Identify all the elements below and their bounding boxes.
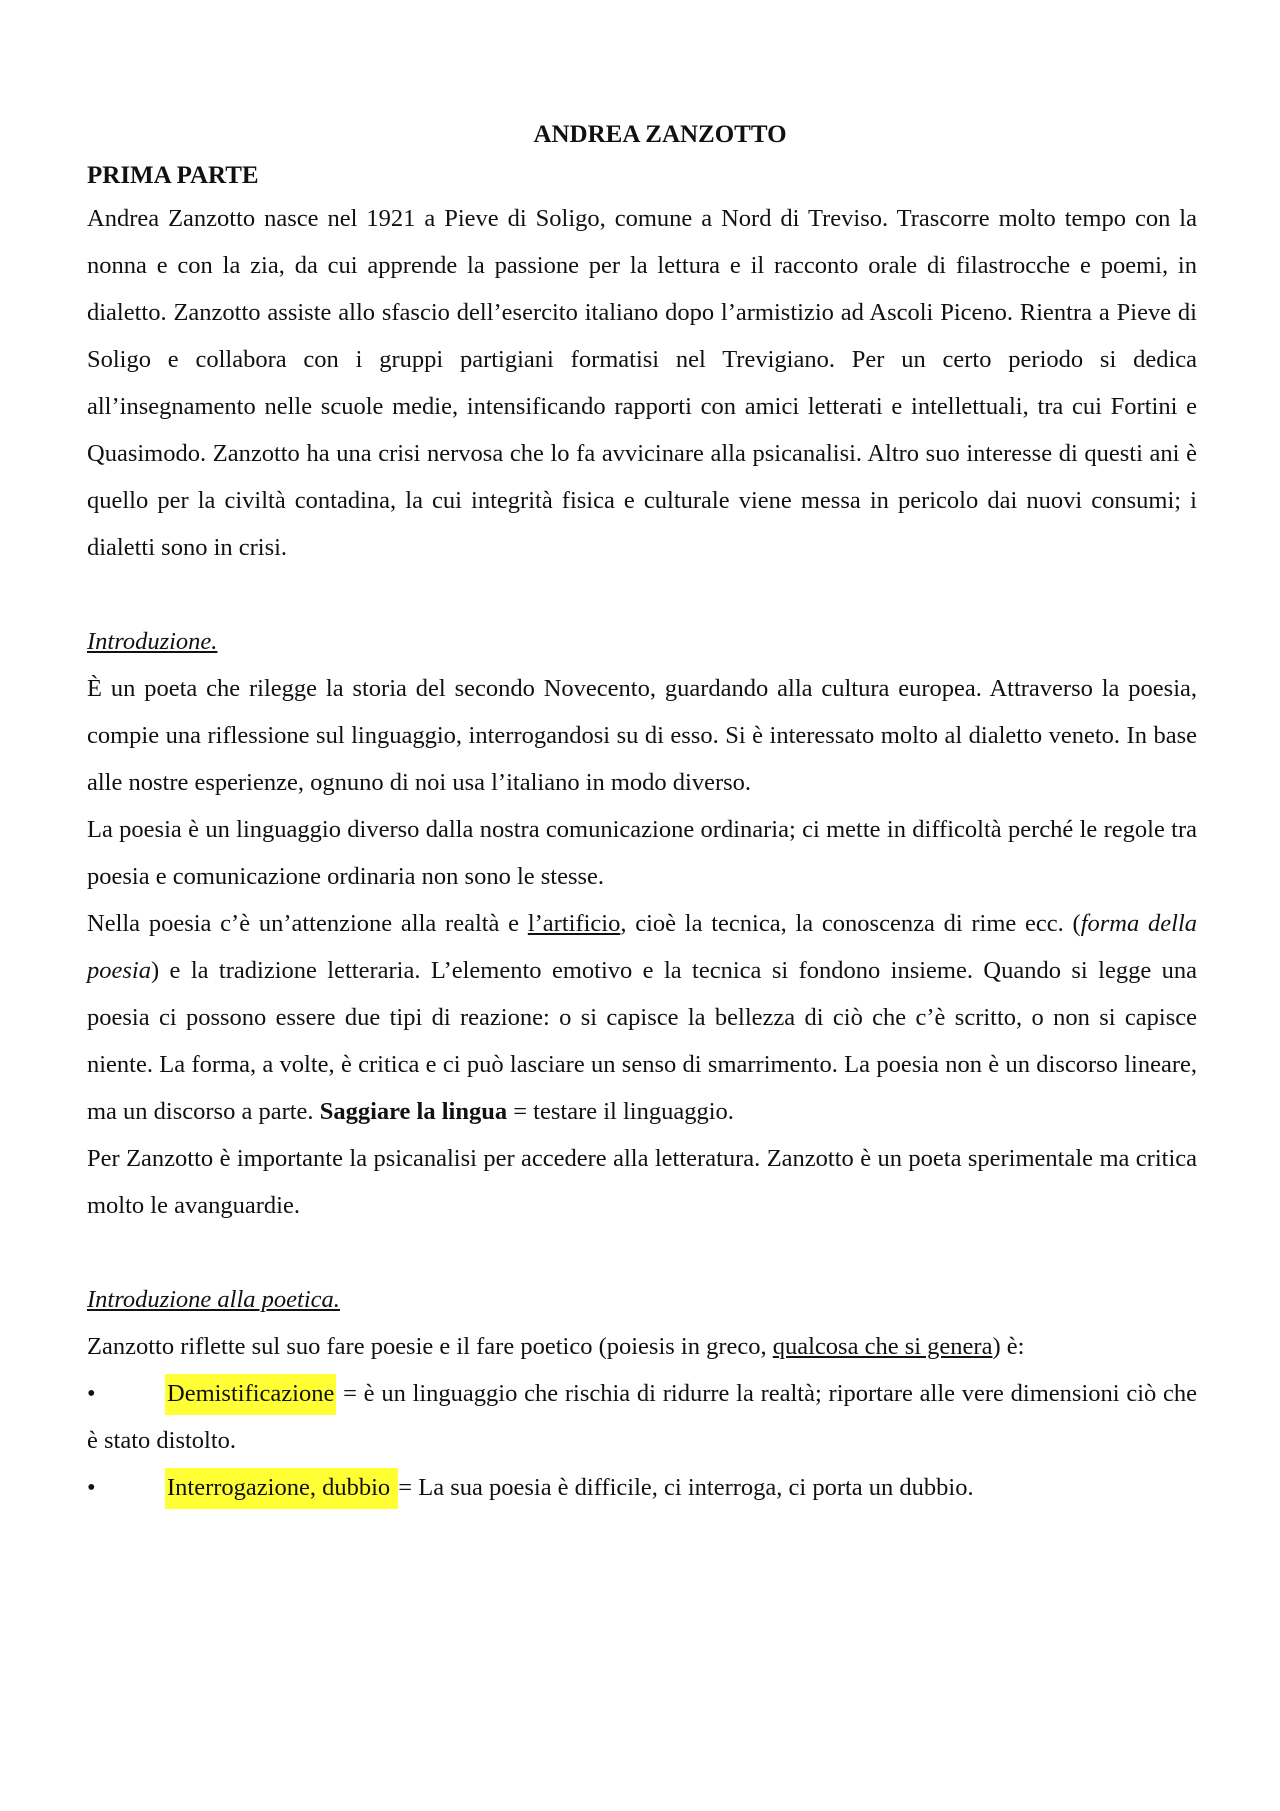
paragraph-gap [87, 1229, 1197, 1276]
section-heading-prima-parte: PRIMA PARTE [87, 162, 259, 189]
intro-paragraph-3 [87, 900, 1197, 1135]
text-run: , cioè la tecnica, la conoscenza di rime ecc. ( [620, 910, 1081, 937]
underlined-term: l’artificio [527, 910, 621, 937]
document-body [87, 118, 1197, 1511]
section-heading-introduzione [87, 618, 1197, 665]
list-item-text: = è un linguaggio che rischia di ridurre la realtà; riportare alle vere dimensioni ciò che è stato distolto. [87, 1380, 1197, 1454]
bullet-icon: • [87, 1380, 96, 1407]
biography-paragraph: Andrea Zanzotto nasce nel 1921 a Pieve di Soligo, comune a Nord di Treviso. Trascorre molto tempo con la nonna e con la zia, da cui apprende la passione per la lettura e il racconto orale di filastrocche e poemi, in dialetto. Zanzotto assiste allo sfascio dell’esercito italiano dopo l’armistizio ad Ascoli Piceno. Rientra a Pieve di Soligo e collabora con i gruppi partigiani formatisi nel Trevigiano. Per un certo periodo si dedica all’insegnamento nelle scuole medie, intensificando rapporti con amici letterati e intellettuali, tra cui Fortini e Quasimodo. Zanzotto ha una crisi nervosa che lo fa avvicinare alla psicanalisi. Altro suo interesse di questi ani è quello per la civiltà contadina, la cui integrità fisica e culturale viene messa in pericolo dai nuovi consumi; i dialetti sono in crisi. [87, 205, 1197, 561]
intro-paragraph-1: È un poeta che rilegge la storia del secondo Novecento, guardando alla cultura europea. Attraverso la poesia, compie una riflessione sul linguaggio, interrogandosi su di esso. Si è interessato molto al dialetto veneto. In base alle nostre esperienze, ognuno di noi usa l’italiano in modo diverso. [87, 675, 1197, 796]
list-item-text: = La sua poesia è difficile, ci interroga, ci porta un dubbio. [398, 1474, 974, 1501]
text-run: Zanzotto riflette sul suo fare poesie e il fare poetico (poiesis in greco, [87, 1333, 773, 1360]
underlined-term: qualcosa che si genera [772, 1333, 993, 1360]
text-run: Nella poesia c’è un’attenzione alla realtà e [87, 910, 528, 937]
list-item [87, 1370, 1197, 1464]
section-heading-poetica [87, 1276, 1197, 1323]
text-run: = testare il linguaggio. [507, 1098, 734, 1125]
heading-text: Introduzione alla poetica. [87, 1286, 340, 1313]
text-run: ) e la tradizione letteraria. L’elemento emotivo e la tecnica si fondono insieme. Quando si legge una poesia ci possono essere due tipi di reazione: o si capisce la bellezza di ciò che c’è scritto, o non si capisce niente. La forma, a volte, è critica e ci può lasciare un senso di smarrimento. La poesia non è un discorso lineare, ma un discorso a parte. [87, 957, 1197, 1125]
bold-term: Saggiare la lingua [319, 1098, 508, 1125]
italic-term: forma della poesia [87, 910, 1197, 984]
heading-text: Introduzione. [87, 628, 218, 655]
document-title: ANDREA ZANZOTTO [533, 121, 787, 148]
paragraph-gap [87, 571, 1197, 618]
highlighted-term: Interrogazione, dubbio [165, 1468, 398, 1509]
highlighted-term: Demistificazione [165, 1374, 336, 1415]
poetica-lead [87, 1323, 1197, 1370]
intro-paragraph-4: Per Zanzotto è importante la psicanalisi per accedere alla letteratura. Zanzotto è un poeta sperimentale ma critica molto le avanguardie. [87, 1145, 1197, 1219]
list-item [87, 1464, 1197, 1511]
text-run: ) è: [992, 1333, 1025, 1360]
intro-paragraph-2: La poesia è un linguaggio diverso dalla nostra comunicazione ordinaria; ci mette in difficoltà perché le regole tra poesia e comunicazione ordinaria non sono le stesse. [87, 816, 1197, 890]
bullet-icon: • [87, 1474, 96, 1501]
